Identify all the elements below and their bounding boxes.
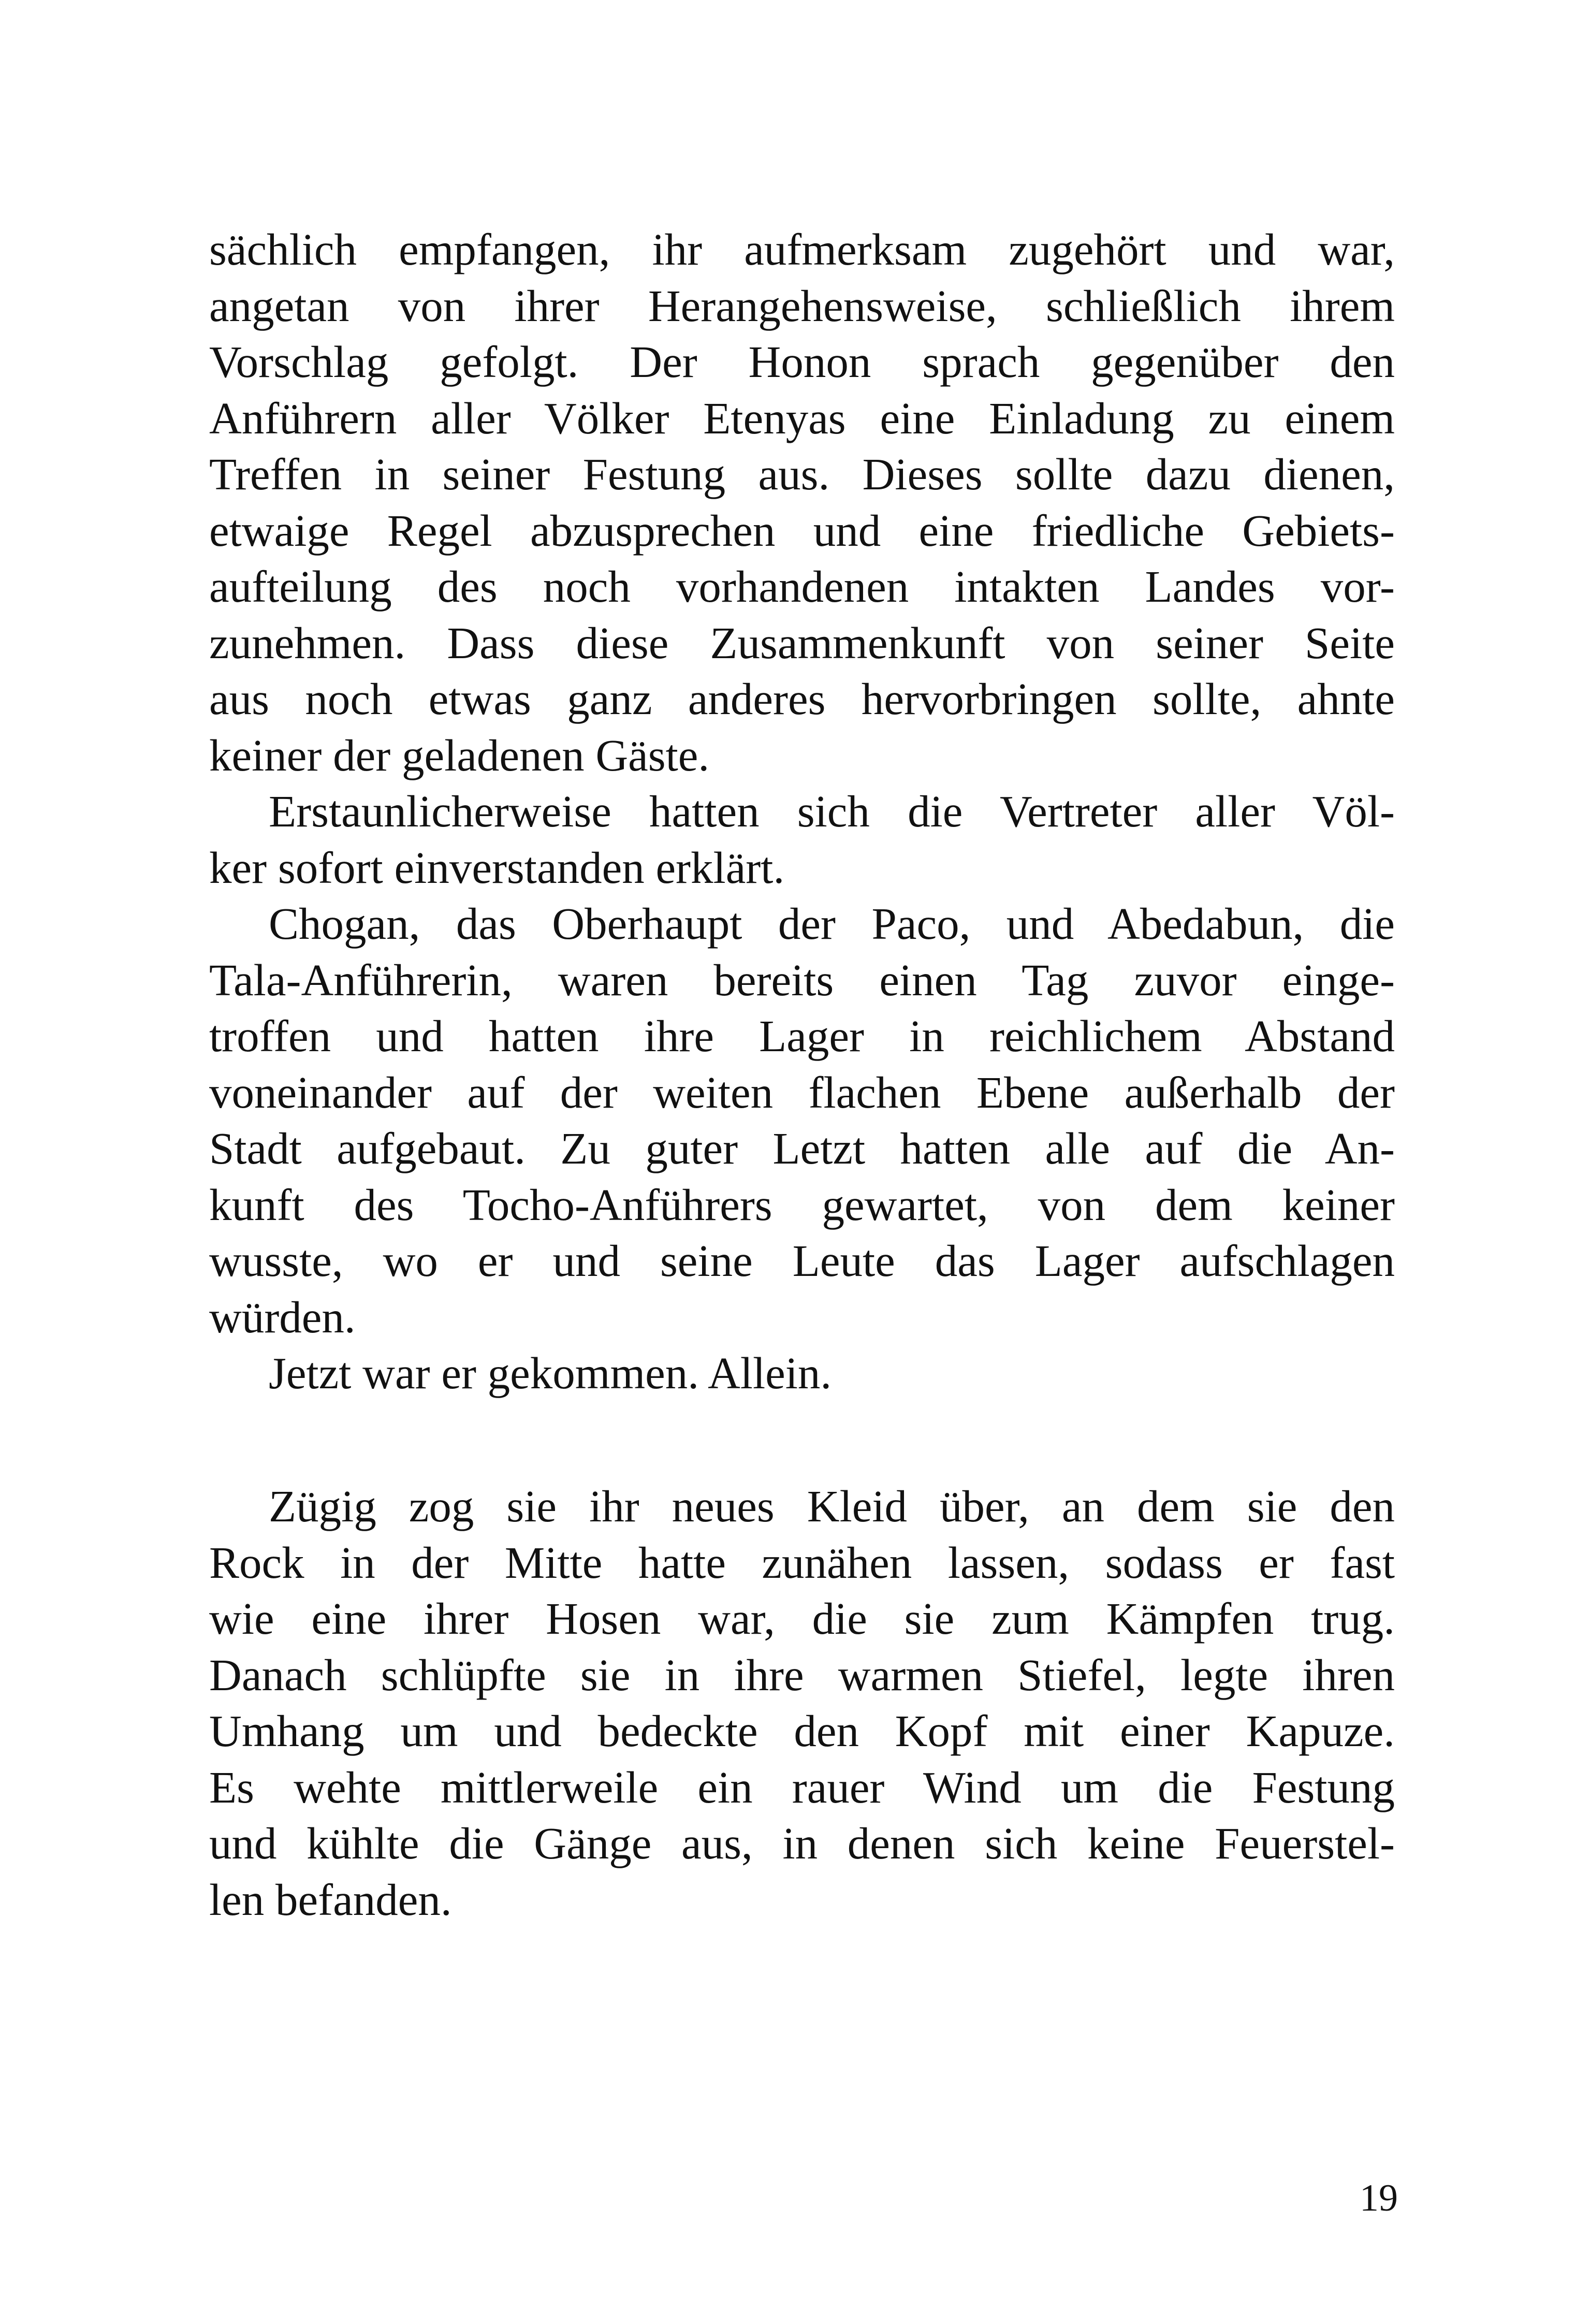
text-line: würden.	[209, 1291, 356, 1342]
text-line: Tala-Anführerin, waren bereits einen Tag zuvor einge-	[209, 954, 1395, 1005]
text-line: etwaige Regel abzusprechen und eine friedliche Gebiets-	[209, 505, 1395, 556]
page-number: 19	[1360, 2177, 1398, 2219]
text-block-upper	[209, 222, 1395, 1402]
text-line: Umhang um und bedeckte den Kopf mit einer Kapuze.	[209, 1706, 1395, 1756]
text-line: keiner der geladenen Gäste.	[209, 730, 710, 780]
text-line: kunft des Tocho-Anführers gewartet, von dem keiner	[209, 1179, 1395, 1230]
text-line: wie eine ihrer Hosen war, die sie zum Kämpfen trug.	[209, 1593, 1395, 1644]
text-line: sächlich empfangen, ihr aufmerksam zugehört und war,	[209, 224, 1395, 274]
text-line: Treffen in seiner Festung aus. Dieses sollte dazu dienen,	[209, 449, 1395, 499]
text-line: Es wehte mittlerweile ein rauer Wind um die Festung	[209, 1762, 1395, 1812]
text-line: Danach schlüpfte sie in ihre warmen Stiefel, legte ihren	[209, 1649, 1395, 1700]
text-block-lower	[209, 1478, 1395, 1928]
text-line: Anführern aller Völker Etenyas eine Einladung zu einem	[209, 393, 1395, 443]
text-line: zunehmen. Dass diese Zusammenkunft von seiner Seite	[209, 617, 1395, 668]
text-line: Vorschlag gefolgt. Der Honon sprach gegenüber den	[209, 337, 1395, 387]
text-line: angetan von ihrer Herangehensweise, schließlich ihrem	[209, 280, 1395, 331]
text-line: len befanden.	[209, 1874, 452, 1925]
text-line: Rock in der Mitte hatte zunähen lassen, sodass er fast	[209, 1537, 1395, 1588]
text-line: Chogan, das Oberhaupt der Paco, und Abedabun, die	[269, 898, 1395, 949]
text-line: wusste, wo er und seine Leute das Lager aufschlagen	[209, 1236, 1395, 1286]
text-line: aus noch etwas ganz anderes hervorbringen sollte, ahnte	[209, 674, 1395, 724]
text-line: troffen und hatten ihre Lager in reichlichem Abstand	[209, 1011, 1395, 1061]
text-line: voneinander auf der weiten flachen Ebene außerhalb der	[209, 1067, 1395, 1117]
text-line: ker sofort einverstanden erklärt.	[209, 842, 785, 893]
text-line: Erstaunlicherweise hatten sich die Vertreter aller Völ-	[269, 786, 1395, 836]
text-line: Stadt aufgebaut. Zu guter Letzt hatten alle auf die An-	[209, 1123, 1395, 1173]
text-line: aufteilung des noch vorhandenen intakten Landes vor-	[209, 561, 1395, 612]
text-line: Jetzt war er gekommen. Allein.	[269, 1348, 832, 1398]
text-line: und kühlte die Gänge aus, in denen sich keine Feuerstel-	[209, 1818, 1395, 1868]
text-line: Zügig zog sie ihr neues Kleid über, an dem sie den	[269, 1481, 1395, 1531]
